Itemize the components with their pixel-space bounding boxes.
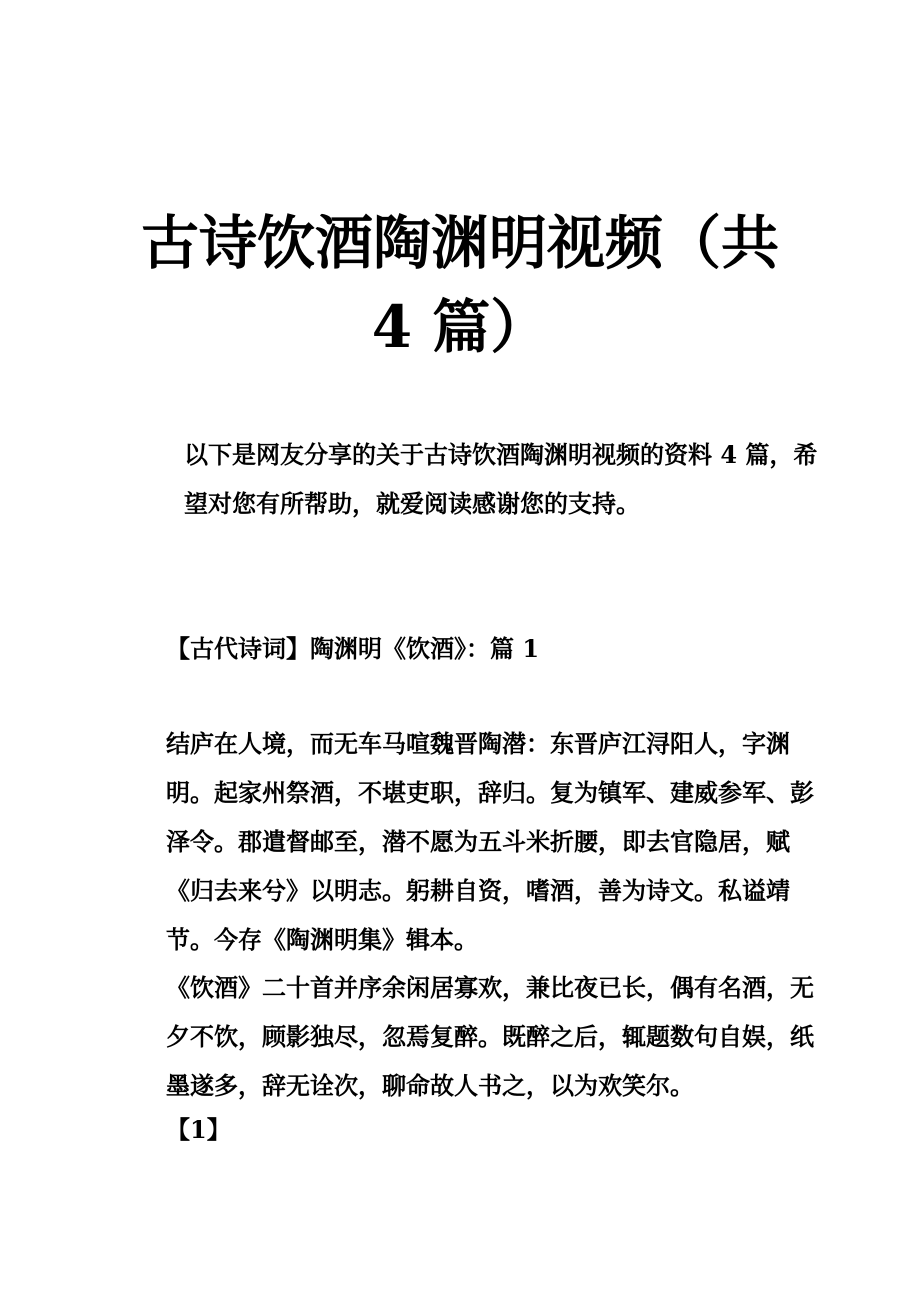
page-title: [0, 201, 920, 369]
poem-preface-paragraph: 《饮酒》二十首并序余闲居寡欢，兼比夜已长，偶有名酒，无夕不饮，顾影独尽，忽焉复醉。既醉之后，辄题数句自娱，纸墨遂多，辞无诠次，聊命故人书之，以为欢笑尔。: [166, 973, 814, 1100]
section-heading: 【古代诗词】陶渊明《饮酒》：篇 1: [166, 634, 540, 663]
title-line-2: 4 篇）: [371, 292, 549, 361]
poem-number-label: 【1】: [166, 1115, 231, 1144]
intro-paragraph: 以下是网友分享的关于古诗饮酒陶渊明视频的资料 4 篇，希望对您有所帮助，就爱阅读感谢您的支持。: [184, 440, 818, 518]
title-line-1: 古诗饮酒陶渊明视频（共: [140, 208, 779, 277]
author-introduction-paragraph: 结庐在人境，而无车马喧魏晋陶潜：东晋庐江浔阳人，字渊明。起家州祭酒，不堪吏职，辞归。复为镇军、建威参军、彭泽令。郡遣督邮至，潜不愿为五斗米折腰，即去官隐居，赋《归去来兮》以明志。躬耕自资，嗜酒，善为诗文。私谥靖节。今存《陶渊明集》辑本。: [166, 729, 814, 954]
